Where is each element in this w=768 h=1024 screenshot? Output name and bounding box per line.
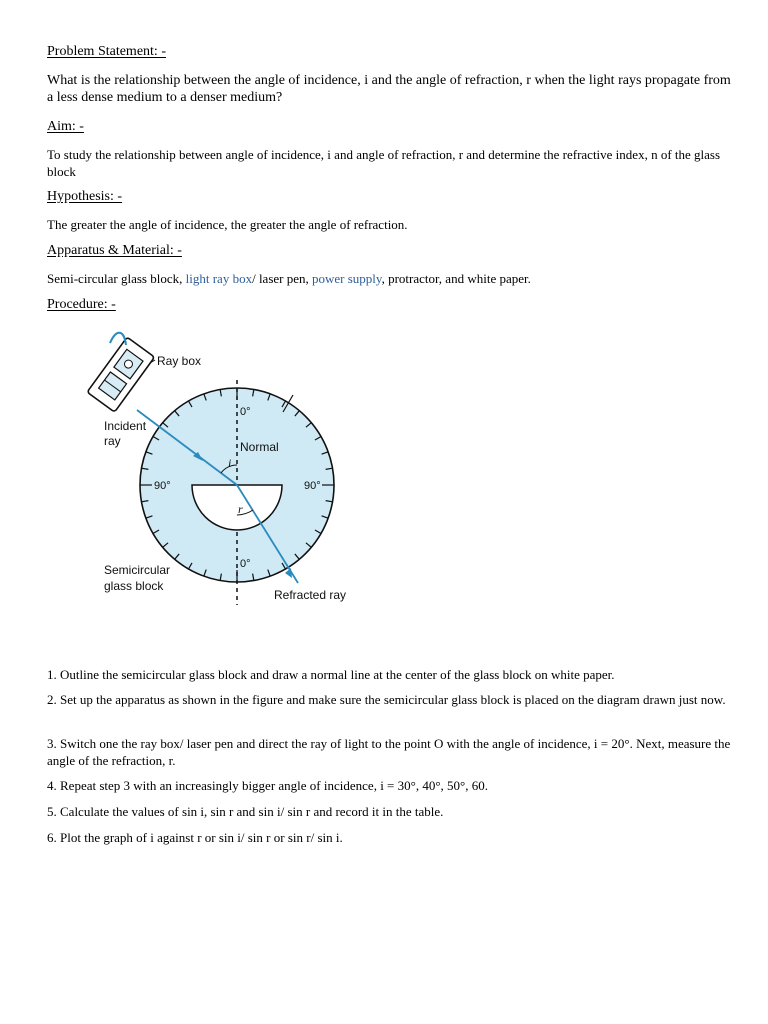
apparatus-heading: Apparatus & Material: - (47, 243, 182, 258)
problem-statement-heading: Problem Statement: - (47, 44, 166, 59)
light-ray-box-link[interactable]: light ray box (185, 271, 253, 286)
procedure-step-5: 5. Calculate the values of sin i, sin r and sin i/ sin r and record it in the table. (47, 804, 444, 819)
procedure-step-6: 6. Plot the graph of i against r or sin i/ sin r or sin r/ sin i. (47, 830, 343, 845)
aim-text: To study the relationship between angle of incidence, i and angle of refraction, r and determine the refractive index, n of the glass block (47, 147, 721, 179)
procedure-step-3: 3. Switch one the ray box/ laser pen and direct the ray of light to the point O with the angle of incidence, i = 20°. Next, measure the angle of the refraction, r. (47, 736, 731, 768)
apparatus-text-part3: , protractor, and white paper. (381, 271, 531, 286)
right-ninety-degree-label: 90° (304, 480, 321, 492)
procedure-step-4: 4. Repeat step 3 with an increasingly bigger angle of incidence, i = 30°, 40°, 50°, 60. (47, 778, 488, 793)
hypothesis-heading: Hypothesis: - (47, 189, 123, 204)
apparatus-text (47, 270, 737, 287)
normal-label: Normal (240, 440, 279, 454)
left-ninety-degree-label: 90° (154, 480, 171, 492)
aim-heading: Aim: - (47, 119, 84, 134)
procedure-heading: Procedure: - (47, 297, 116, 312)
power-supply-link[interactable]: power supply (312, 271, 382, 286)
top-zero-degree-label: 0° (240, 406, 251, 418)
glass-block-label-line1: Semicircular (104, 563, 171, 577)
refracted-ray-label: Refracted ray (274, 588, 347, 602)
incident-label-line2: ray (104, 434, 121, 448)
incident-label-line1: Incident (104, 419, 147, 433)
procedure-step-1: 1. Outline the semicircular glass block and draw a normal line at the center of the glass block on white paper. (47, 667, 615, 682)
bottom-zero-degree-label: 0° (240, 558, 251, 570)
refraction-diagram (0, 315, 440, 615)
glass-block-label-line2: glass block (104, 579, 164, 593)
incidence-angle-label: i (228, 456, 232, 470)
apparatus-text-part1: Semi-circular glass block, (47, 271, 186, 286)
ray-box-label: Ray box (157, 354, 202, 368)
procedure-step-2: 2. Set up the apparatus as shown in the figure and make sure the semicircular glass block is placed on the diagram drawn just now. (47, 692, 726, 707)
apparatus-text-part2: / laser pen, (252, 271, 312, 286)
hypothesis-text: The greater the angle of incidence, the greater the angle of refraction. (47, 217, 408, 232)
refraction-angle-label: r (238, 502, 243, 516)
problem-statement-text: What is the relationship between the angle of incidence, i and the angle of refraction, r when the light rays propagate from a less dense medium to a denser medium? (47, 73, 731, 105)
ray-box (87, 337, 154, 412)
